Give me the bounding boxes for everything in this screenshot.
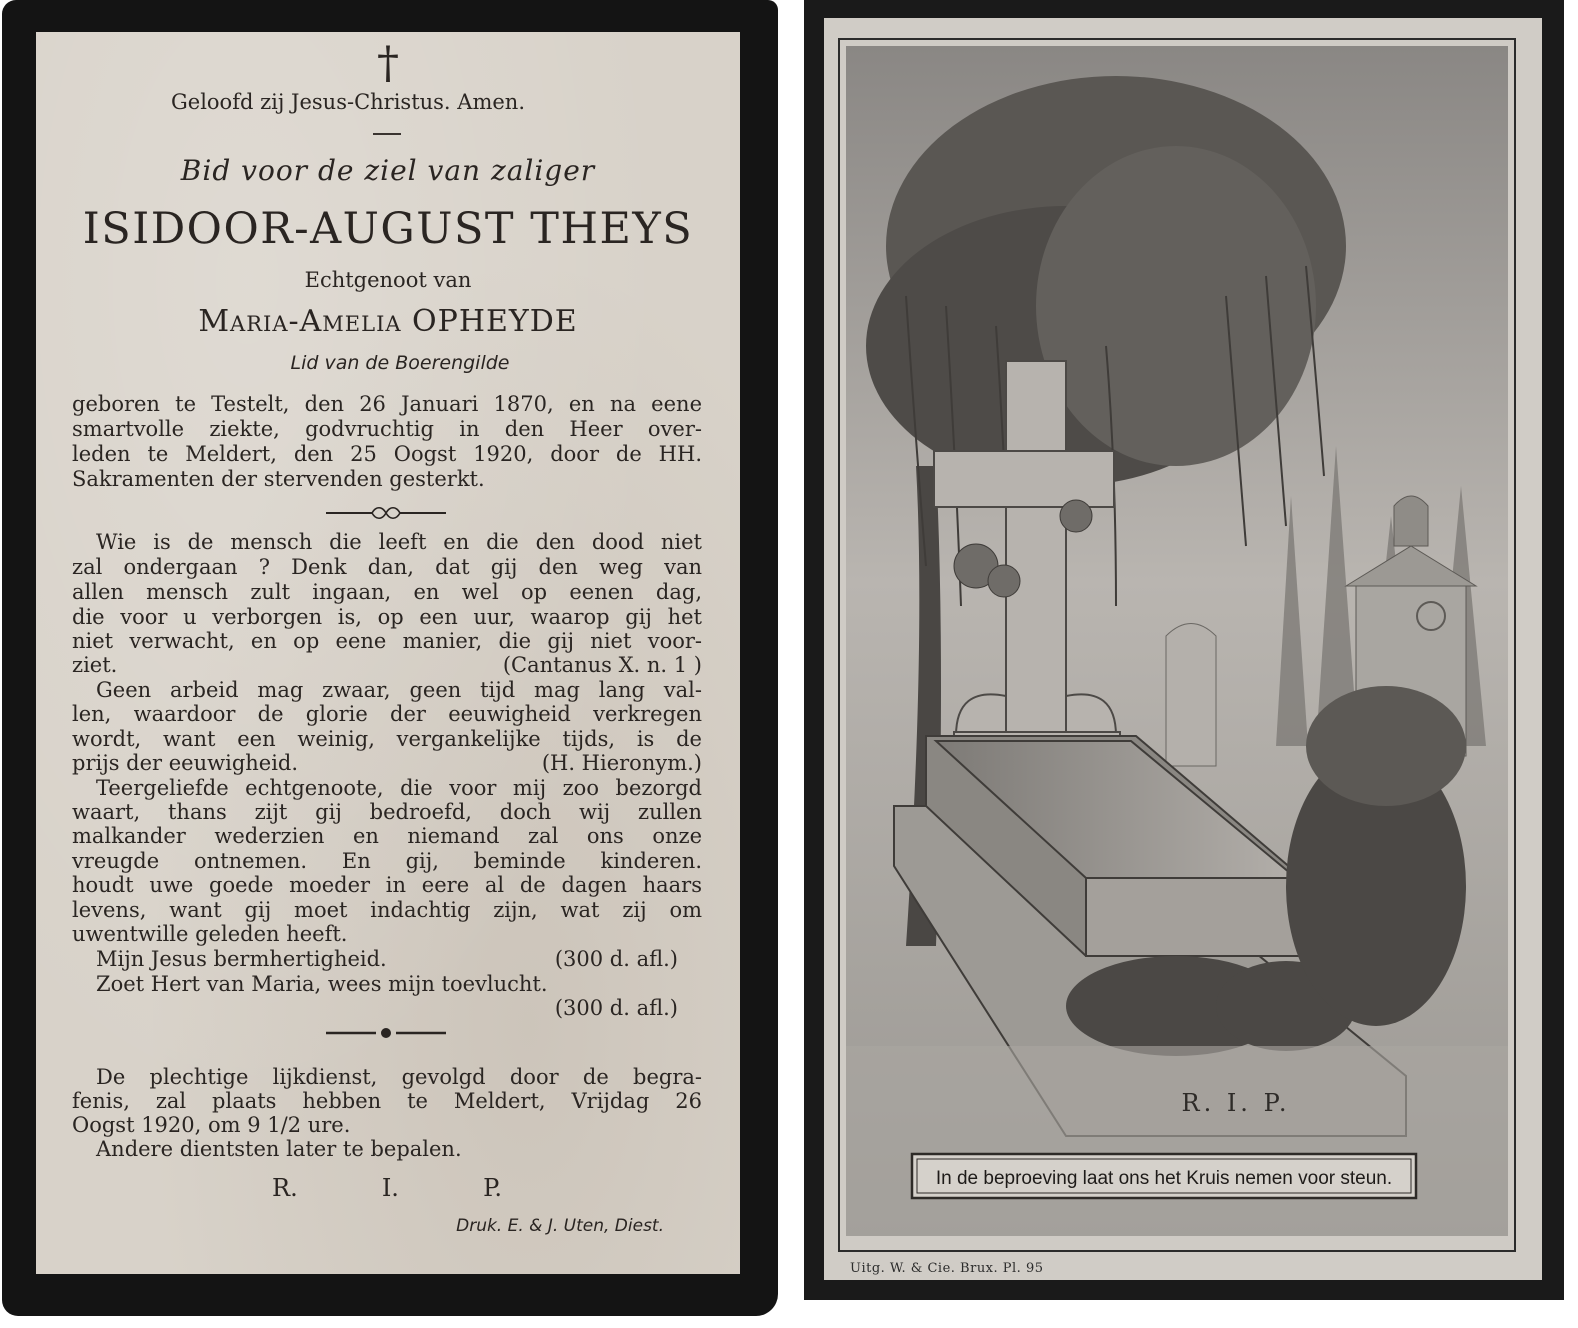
quote-line: allen mensch zult ingaan, en wel op eenen dag, <box>72 580 702 604</box>
memorial-card-front <box>2 0 778 1316</box>
spouse-name: Maria-Amelia OPHEYDE <box>198 304 578 339</box>
rip-letter: I. <box>381 1174 399 1202</box>
banner-text: In de beproeving laat ons het Kruis nemen voor steun. <box>935 1168 1393 1189</box>
farewell-line: vreugde ontnemen. En gij, beminde kinderen. <box>72 849 702 873</box>
memorial-card-back <box>804 0 1564 1300</box>
rip-letter: R. <box>272 1174 298 1202</box>
farewell-line: levens, want gij moet indachtig zijn, wat zij om <box>72 898 702 922</box>
spouse-label: Echtgenoot van <box>304 268 472 292</box>
funeral-line: De plechtige lijkdienst, gevolgd door de begra- <box>96 1065 702 1089</box>
cross-icon: † <box>377 38 399 89</box>
background-headstone <box>1166 624 1216 767</box>
farewell-line: Teergeliefde echtgenoote, die voor mij zoo bezorgd <box>96 776 702 800</box>
engraving-frame <box>838 38 1516 1276</box>
indulgence-row <box>96 947 678 972</box>
ornament-divider <box>326 506 446 520</box>
funeral-line: fenis, zal plaats hebben te Meldert, Vrijdag 26 <box>72 1089 702 1113</box>
quote-end-row <box>72 653 702 678</box>
card-paper <box>824 18 1542 1280</box>
quote-line: die voor u verborgen is, op een uur, waarop gij het <box>72 605 702 629</box>
ornament-divider <box>326 1026 446 1040</box>
bio-line: geboren te Testelt, den 26 Januari 1870, en na eene <box>72 392 702 416</box>
ground <box>846 1046 1508 1236</box>
funeral-line: Andere dientsten later te bepalen. <box>96 1137 462 1161</box>
rip-footer <box>272 1174 502 1202</box>
farewell-line: malkander wederzien en niemand zal ons onze <box>72 824 702 848</box>
tomb-inscription: R. I. P. <box>1181 1089 1291 1117</box>
indulgence-note: (300 d. afl.) <box>554 947 678 971</box>
publisher-credit: Uitg. W. & Cie. Brux. Pl. 95 <box>850 1261 1044 1276</box>
quote-end: ziet. <box>72 653 118 677</box>
quote-end-row <box>72 751 702 776</box>
farewell-line: houdt uwe goede moeder in eere al de dagen haars <box>72 873 702 897</box>
quote-line: Geen arbeid mag zwaar, geen tijd mag lang val- <box>96 678 702 702</box>
prayer-heading: Bid voor de ziel van zaliger <box>180 154 596 187</box>
bio-line: smartvolle ziekte, godvruchtig in den Heer over- <box>72 417 702 441</box>
quote-source: (H. Hieronym.) <box>541 751 702 775</box>
grave-engraving <box>846 46 1508 1236</box>
printer-credit: Druk. E. & J. Uten, Diest. <box>456 1216 664 1236</box>
rip-letter: P. <box>483 1174 502 1202</box>
quote-end: prijs der eeuwigheid. <box>72 751 299 775</box>
bio-line: Sakramenten der stervenden gesterkt. <box>72 467 485 491</box>
indulgence-text: Mijn Jesus bermhertigheid. <box>96 947 387 971</box>
indulgence-text: Zoet Hert van Maria, wees mijn toevlucht. <box>96 972 548 996</box>
quote-line: niet verwacht, en op eene manier, die gij niet voor- <box>72 629 702 653</box>
guild-membership: Lid van de Boerengilde <box>290 352 510 374</box>
farewell-end: uwentwille geleden heeft. <box>72 922 348 946</box>
quote-line: zal ondergaan ? Denk dan, dat gij den weg van <box>72 555 702 579</box>
quote-line: len, waardoor de glorie der eeuwigheid verkregen <box>72 702 702 726</box>
divider <box>373 133 401 135</box>
farewell-line: waart, thans zijt gij bedroefd, doch wij zullen <box>72 800 702 824</box>
motto-banner <box>912 1154 1416 1198</box>
quote-source: (Cantanus X. n. 1 ) <box>502 653 702 677</box>
motto: Geloofd zij Jesus-Christus. Amen. <box>170 90 525 114</box>
deceased-name: ISIDOOR-AUGUST THEYS <box>82 204 694 254</box>
funeral-line: Oogst 1920, om 9 1/2 ure. <box>72 1113 351 1137</box>
bio-line: leden te Meldert, den 25 Oogst 1920, door de HH. <box>72 442 702 466</box>
indulgence-note: (300 d. afl.) <box>554 996 678 1020</box>
quote-line: wordt, want een weinig, vergankelijke tijds, is de <box>72 727 702 751</box>
card-paper <box>36 32 740 1274</box>
quote-line: Wie is de mensch die leeft en die den dood niet <box>96 530 702 554</box>
